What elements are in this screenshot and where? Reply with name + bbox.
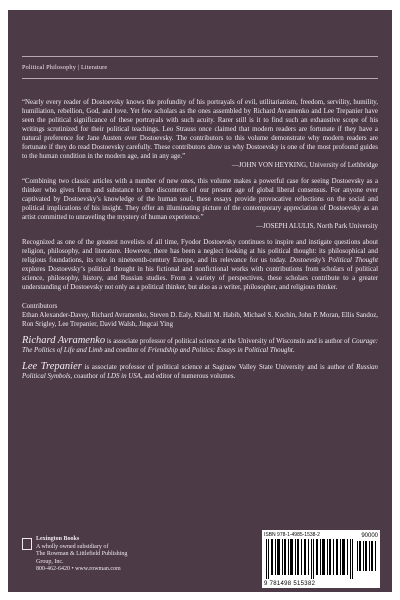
- editor-2-bio-text-3: , and editor of numerous volumes.: [140, 373, 236, 380]
- editor-2-name: Lee Trepanier: [22, 361, 82, 372]
- barcode-icon: [264, 539, 378, 579]
- editor-2-book-2: LDS in USA: [107, 373, 141, 380]
- back-cover: [8, 10, 392, 592]
- ean-number: 9 781498 515382: [264, 581, 316, 587]
- contributors-heading: Contributors: [22, 302, 58, 310]
- category-label: Political Philosophy | Literature: [22, 64, 108, 71]
- publisher-line-1: A wholly owned subsidiary of: [36, 543, 109, 550]
- publisher-line-2: The Rowman & Littlefield Publishing Group, Inc.: [36, 551, 128, 565]
- description-part-2: explores Dostoevsky’s political thought in his fictional and nonfictional works with contributions from scholars of political science, philosophy, history, and Russian studies. From a variety of perspectives, these scholars contribute to a greater understanding of Dostoevsky not only as a political thinker, but also as a writer, philosopher, and religious thinker.: [22, 266, 378, 291]
- editor-1-bio-text-2: and coeditor of: [102, 347, 148, 354]
- top-divider: [22, 56, 378, 57]
- isbn-text: ISBN 978-1-4985-1538-2: [264, 532, 320, 538]
- endorsement-2-attribution: —JOSEPH ALULIS, North Park University: [256, 223, 378, 230]
- editor-2-bio-text-1: is associate professor of political science at Saginaw Valley State University and is author of: [81, 364, 357, 371]
- editor-1-book-2: Friendship and Politics: Essays in Political Thought: [147, 347, 293, 354]
- editor-1-name: Richard Avramenko: [22, 335, 106, 346]
- endorsement-2-text: “Combining two classic articles with a number of new ones, this volume makes a powerful case for seeing Dostoevsky as a thinker who gives form and substance to the discontents of our present age of global liberal consensus. For anyone ever captivated by Dostoevsky’s knowledge of the human soul, these essays provide provocative reflections on the social and political implications of his insight. They offer an illuminating picture of the contemporary appreciation of Dostoevsky as an artist committed to unraveling the mystery of human experience.”: [22, 178, 378, 221]
- description-part-1: Recognized as one of the greatest novelists of all time, Fyodor Dostoevsky continues to inspire and instigate questions about religion, philosophy, and literature. However, there has been a neglect looking at his political thought: its philosophical and religious foundations, its role in nineteenth-century Europe, and its relevance for us today.: [22, 239, 378, 264]
- endorsement-2: [22, 177, 378, 231]
- back-cover-text: [22, 98, 378, 388]
- editor-1-bio-text-3: .: [292, 347, 295, 354]
- publisher-block: [22, 536, 142, 574]
- publisher-logo-icon: [22, 538, 32, 550]
- editor-1-bio-text-1: is associate professor of political science at the University of Wisconsin and is author of: [105, 338, 352, 345]
- price-code: 90000: [361, 533, 378, 539]
- editor-2-bio-text-2: , coauthor of: [70, 373, 108, 380]
- endorsement-1: [22, 98, 378, 170]
- isbn-barcode-box: [262, 530, 380, 588]
- editor-bio-1: [22, 336, 378, 355]
- editor-2-book-1: Russian Political Symbols: [22, 364, 378, 380]
- contributors-list: Ethan Alexander-Davey, Richard Avramenko, Steven D. Ealy, Khalil M. Habib, Michael S. Kochin, John P. Moran, Ellis Sandoz, Ron Srigley, Lee Trepanier, David Walsh, Jingcai Ying: [22, 312, 378, 328]
- book-title: Dostoevsky’s Political Thought: [289, 257, 378, 264]
- endorsement-1-attribution: —JOHN VON HEYKING, University of Lethbridge: [231, 162, 378, 169]
- category-divider: [22, 78, 378, 79]
- editor-1-book-1: Courage: The Politics of Life and Limb: [22, 338, 378, 354]
- publisher-name: Lexington Books: [36, 536, 80, 542]
- publisher-line-3: 800-462-6420 • www.rowman.com: [36, 566, 121, 573]
- book-description: [22, 238, 378, 292]
- editor-bio-2: [22, 362, 378, 381]
- endorsement-1-text: “Nearly every reader of Dostoevsky knows the profundity of his portrayals of evil, utilitarianism, freedom, servility, humility, humiliation, rebellion, God, and love. Yet few scholars as the ones assembled by Richard Avramenko and Lee Trepanier have seen the political significance of these portrayals with such acuity. Rarer still is it to find such an exhaustive scope of his writings scrutinized for their political teachings. Leo Strauss once claimed that modern readers are fortunate if they have a natural preference for Jane Austen over Dostoevsky. The contributors to this volume demonstrate why modern readers are fortunate if they do read Dostoevsky carefully. These contributors show us why Dostoevsky is one of the most profound guides to the human condition in the modern age, and in any age.”: [22, 99, 378, 160]
